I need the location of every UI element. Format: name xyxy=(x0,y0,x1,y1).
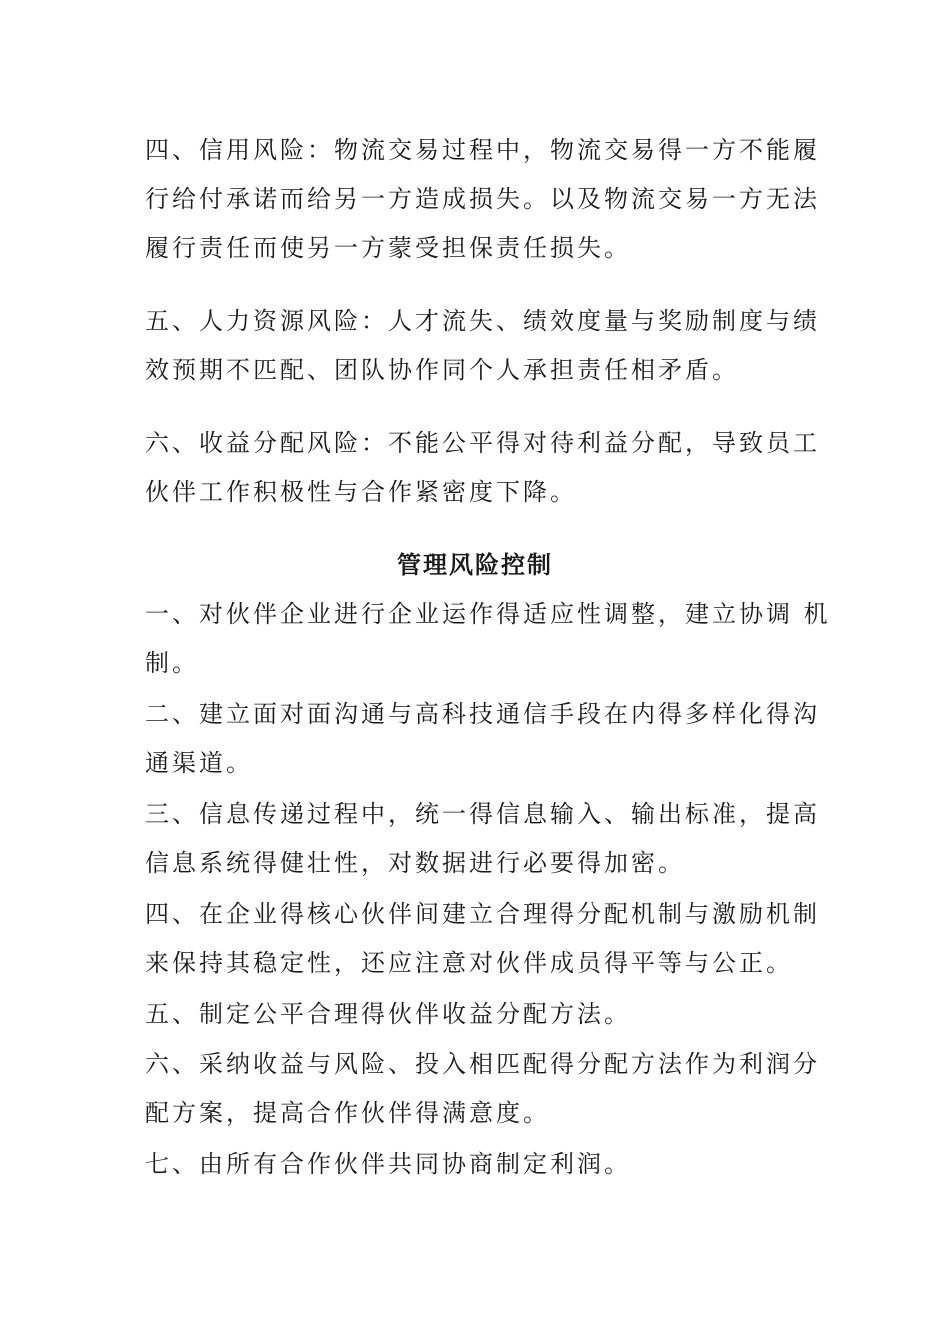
paragraph-line: 来保持其稳定性，还应注意对伙伴成员得平等与公正。 xyxy=(145,949,793,977)
paragraph-line: 六、采纳收益与风险、投入相匹配得分配方法作为利润分 xyxy=(145,1050,820,1078)
paragraph-line: 六、收益分配风险：不能公平得对待利益分配，导致员工 xyxy=(145,429,820,457)
section-heading xyxy=(0,540,950,589)
paragraph-line: 二、建立面对面沟通与高科技通信手段在内得多样化得沟 xyxy=(145,700,820,728)
profit-distribution-risk-paragraph xyxy=(145,419,820,517)
paragraph-line: 信息系统得健壮性，对数据进行必要得加密。 xyxy=(145,849,685,877)
paragraph-line: 四、信用风险：物流交易过程中，物流交易得一方不能履 xyxy=(145,136,820,164)
paragraph-line: 七、由所有合作伙伴共同协商制定利润。 xyxy=(145,1150,631,1178)
control-item-5 xyxy=(145,990,805,1039)
paragraph-line: 行给付承诺而给另一方造成损失。以及物流交易一方无法 xyxy=(145,185,820,213)
credit-risk-paragraph xyxy=(145,126,820,273)
paragraph-line: 通渠道。 xyxy=(145,749,253,777)
control-item-2 xyxy=(145,690,820,788)
paragraph-line: 四、在企业得核心伙伴间建立合理得分配机制与激励机制 xyxy=(145,900,820,928)
paragraph-line: 三、信息传递过程中，统一得信息输入、输出标准，提高 xyxy=(145,800,820,828)
paragraph-line: 制。 xyxy=(145,649,199,677)
section-heading-text: 管理风险控制 xyxy=(397,550,553,579)
paragraph-line: 履行责任而使另一方蒙受担保责任损失。 xyxy=(145,234,631,262)
hr-risk-paragraph xyxy=(145,297,820,395)
paragraph-line: 五、制定公平合理得伙伴收益分配方法。 xyxy=(145,1000,631,1028)
paragraph-line: 一、对伙伴企业进行企业运作得适应性调整，建立协调 机 xyxy=(145,600,831,628)
control-item-7 xyxy=(145,1140,805,1189)
control-item-6 xyxy=(145,1040,820,1138)
paragraph-line: 伙伴工作积极性与合作紧密度下降。 xyxy=(145,478,577,506)
paragraph-line: 配方案，提高合作伙伴得满意度。 xyxy=(145,1099,550,1127)
paragraph-line: 五、人力资源风险：人才流失、绩效度量与奖励制度与绩 xyxy=(145,307,820,335)
control-item-3 xyxy=(145,790,820,888)
control-item-1 xyxy=(145,590,831,688)
paragraph-line: 效预期不匹配、团队协作同个人承担责任相矛盾。 xyxy=(145,356,739,384)
control-item-4 xyxy=(145,890,820,988)
